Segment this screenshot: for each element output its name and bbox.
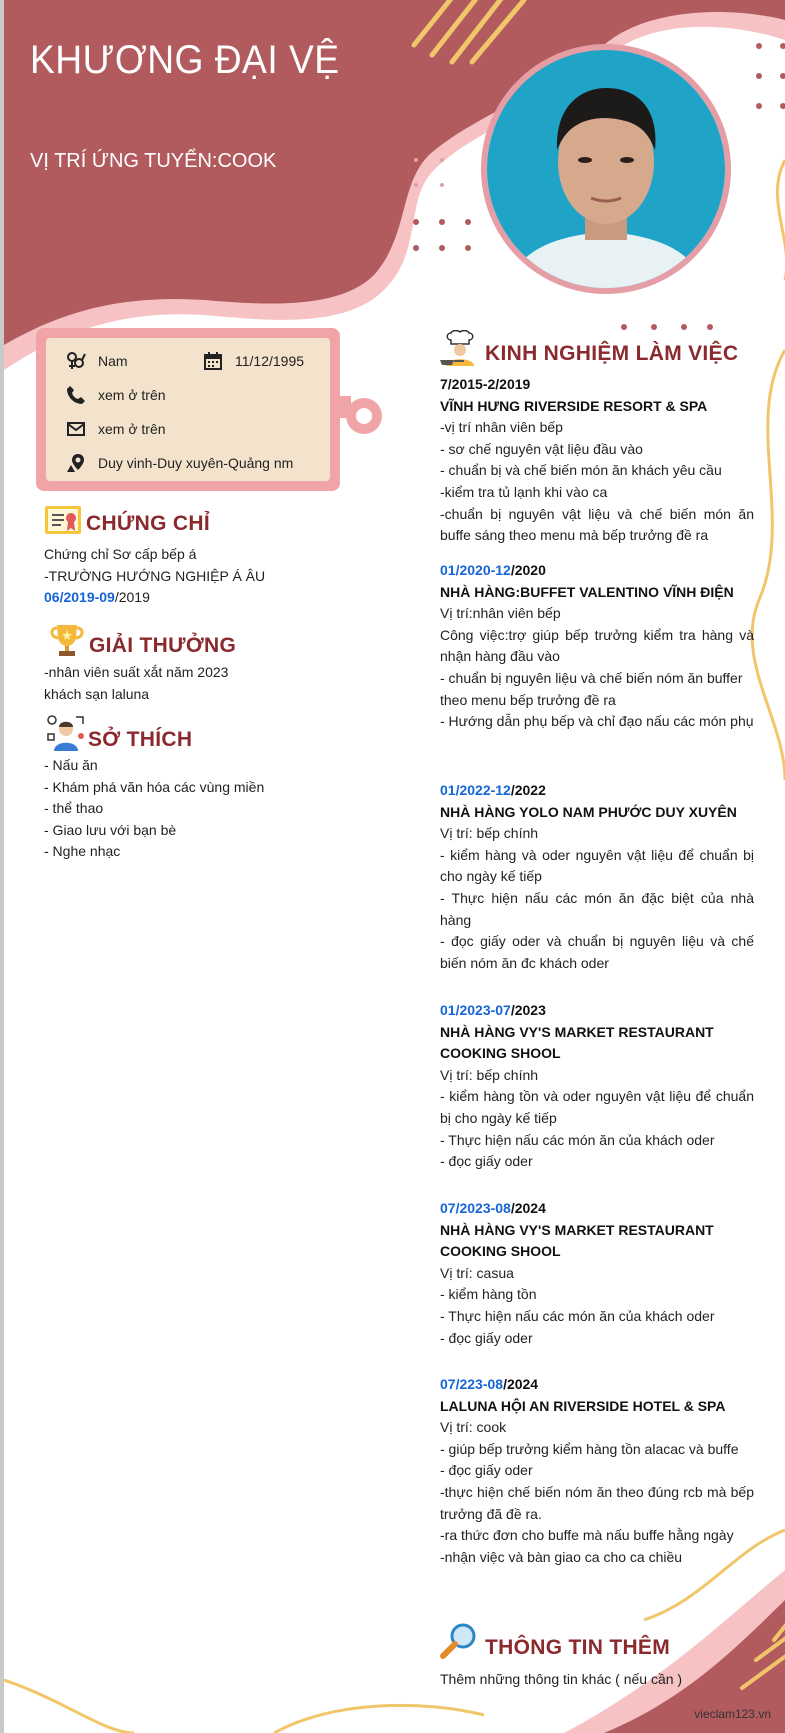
candidate-name: KHƯƠNG ĐẠI VỆ <box>30 38 340 82</box>
job-line: - giúp bếp trưởng kiểm hàng tồn alacac và buffe <box>440 1440 739 1457</box>
job-line: -chuẩn bị nguyên vật liệu và chế biến món ăn buffe sáng theo menu mà bếp trưởng đề ra <box>440 505 754 544</box>
more-info-heading <box>440 1622 670 1660</box>
more-info-text: Thêm những thông tin khác ( nếu cần ) <box>440 1671 683 1687</box>
job-date <box>440 1000 754 1022</box>
experience-heading <box>440 330 738 366</box>
job-line: - Thực hiện nấu các món ăn của khách oder <box>440 1307 715 1324</box>
experience-job <box>440 374 754 547</box>
job-date <box>440 780 754 802</box>
job-line: - kiểm hàng tồn <box>440 1286 537 1303</box>
certificate-date <box>44 587 344 609</box>
hobby-icon <box>46 714 86 752</box>
applied-position: VỊ TRÍ ỨNG TUYỂN:COOK <box>30 150 277 172</box>
job-company: NHÀ HÀNG VY'S MARKET RESTAURANT COOKING SHOOL <box>440 1023 714 1062</box>
certificate-date-range: 06/2019-09 <box>44 589 115 606</box>
birthday-value: 11/12/1995 <box>235 353 305 369</box>
job-line: - chuẩn bị nguyên liệu và chế biến nóm ăn buffer <box>440 669 743 686</box>
job-line: - đọc giấy oder <box>440 1329 533 1346</box>
phone-icon <box>66 385 86 405</box>
hobby-item: - Nấu ăn <box>44 757 98 773</box>
job-line: - sơ chế nguyên vật liệu đầu vào <box>440 440 643 457</box>
location-icon <box>66 453 86 473</box>
job-date <box>440 1198 754 1220</box>
job-line: Vị trí: cook <box>440 1419 507 1436</box>
awards-heading <box>48 622 236 658</box>
hobbies-content <box>44 755 344 863</box>
job-company: NHÀ HÀNG YOLO NAM PHƯỚC DUY XUYÊN <box>440 803 737 820</box>
email-row <box>66 419 166 439</box>
email-value: xem ở trên <box>98 421 166 437</box>
job-line: Công việc:trợ giúp bếp trưởng kiểm tra hàng và nhận hàng đầu vào <box>440 626 754 665</box>
job-date-range: 07/223-08 <box>440 1376 504 1392</box>
cv-page <box>4 0 785 1733</box>
hobby-item: - Khám phá văn hóa các vùng miền <box>44 778 265 795</box>
certificate-name: Chứng chỉ Sơ cấp bếp á <box>44 546 197 562</box>
job-line: - đọc giấy oder <box>440 1153 533 1170</box>
job-date-range: 01/2022-12 <box>440 782 511 798</box>
certificate-icon <box>44 504 82 536</box>
job-line: Vị trí: bếp chính <box>440 825 539 842</box>
job-date-year: /2023 <box>510 1002 546 1018</box>
job-company: NHÀ HÀNG:BUFFET VALENTINO VĨNH ĐIỆN <box>440 583 734 600</box>
job-line: Vị trí: casua <box>440 1264 514 1281</box>
job-line: - Thực hiện nấu các món ăn đặc biệt của nhà hàng <box>440 889 754 928</box>
job-date-range: 01/2023-07 <box>440 1002 511 1018</box>
job-company: NHÀ HÀNG VY'S MARKET RESTAURANT COOKING SHOOL <box>440 1221 714 1260</box>
hobby-item: - Giao lưu với bạn bè <box>44 821 177 838</box>
job-date-year: /2020 <box>510 562 546 578</box>
job-date: 7/2015-2/2019 <box>440 376 531 392</box>
job-line: - Hướng dẫn phụ bếp và chỉ đạo nấu các món phụ <box>440 713 754 730</box>
job-line: - đọc giấy oder <box>440 1462 533 1479</box>
job-line: -vị trí nhân viên bếp <box>440 419 563 436</box>
job-line: -thực hiện chế biến nóm ăn theo đúng rcb mà bếp trưởng đã đề ra. <box>440 1483 754 1522</box>
job-date-range: 07/2023-08 <box>440 1200 511 1216</box>
hobbies-title: SỞ THÍCH <box>88 728 193 751</box>
more-info-title: THÔNG TIN THÊM <box>485 1636 671 1659</box>
job-line: -kiểm tra tủ lạnh khi vào ca <box>440 483 608 500</box>
email-icon <box>66 419 86 439</box>
experience-job <box>440 560 754 733</box>
job-line: -ra thức đơn cho buffe mà nấu buffe hằng ngày <box>440 1527 734 1544</box>
awards-content <box>44 662 344 705</box>
experience-job <box>440 1198 754 1349</box>
calendar-icon <box>203 351 223 371</box>
job-date <box>440 1374 754 1396</box>
job-date-year: /2024 <box>503 1376 539 1392</box>
birthday-row <box>203 351 304 371</box>
job-date-year: /2024 <box>510 1200 546 1216</box>
job-line: theo menu bếp trưởng đề ra <box>440 691 616 708</box>
address-value: Duy vinh-Duy xuyên-Quảng nm <box>98 455 294 471</box>
award-line: khách sạn laluna <box>44 685 150 702</box>
award-line: -nhân viên suất xắt năm 2023 <box>44 664 229 680</box>
job-line: - kiểm hàng và oder nguyên vật liệu để chuẩn bị cho ngày kế tiếp <box>440 846 754 885</box>
experience-title: KINH NGHIỆM LÀM VIỆC <box>485 342 739 365</box>
job-line: - chuẩn bị và chế biến món ăn khách yêu cầu <box>440 462 722 479</box>
hobby-item: - Nghe nhạc <box>44 843 121 860</box>
certificates-title: CHỨNG CHỈ <box>86 512 210 535</box>
personal-info-box <box>46 338 330 481</box>
address-row <box>66 453 293 473</box>
awards-title: GIẢI THƯỞNG <box>89 634 237 657</box>
certificates-content <box>44 544 344 609</box>
trophy-icon <box>48 622 86 658</box>
experience-job <box>440 1000 754 1173</box>
job-line: Vị trí: bếp chính <box>440 1066 539 1083</box>
gender-icon <box>66 351 86 371</box>
phone-value: xem ở trên <box>98 387 166 403</box>
job-line: Vị trí:nhân viên bếp <box>440 605 561 622</box>
hobby-item: - thể thao <box>44 800 104 817</box>
job-line: -nhận việc và bàn giao ca cho ca chiều <box>440 1548 683 1565</box>
job-company: LALUNA HỘI AN RIVERSIDE HOTEL & SPA <box>440 1397 726 1414</box>
profile-photo <box>481 44 731 294</box>
certificate-school: -TRƯỜNG HƯỚNG NGHIỆP Á ÂU <box>44 567 266 584</box>
job-company: VĨNH HƯNG RIVERSIDE RESORT & SPA <box>440 397 708 414</box>
experience-job <box>440 780 754 974</box>
gender-row <box>66 351 128 371</box>
job-line: - Thực hiện nấu các món ăn của khách oder <box>440 1131 715 1148</box>
chef-icon <box>440 330 480 366</box>
certificates-heading <box>44 504 210 536</box>
footer-watermark: vieclam123.vn <box>694 1707 771 1721</box>
gender-value: Nam <box>98 353 128 369</box>
phone-row <box>66 385 166 405</box>
magnifier-icon <box>440 1622 478 1660</box>
job-line: - đọc giấy oder và chuẩn bị nguyên liệu và chế biến nóm ăn đc khách oder <box>440 933 754 971</box>
hobbies-heading <box>46 714 192 752</box>
job-date-range: 01/2020-12 <box>440 562 511 578</box>
job-date-year: /2022 <box>510 782 546 798</box>
job-date <box>440 560 754 582</box>
experience-job <box>440 1374 754 1568</box>
certificate-date-year: /2019 <box>114 589 150 606</box>
job-line: - kiểm hàng tồn và oder nguyên vật liệu để chuẩn bị cho ngày kế tiếp <box>440 1088 754 1126</box>
